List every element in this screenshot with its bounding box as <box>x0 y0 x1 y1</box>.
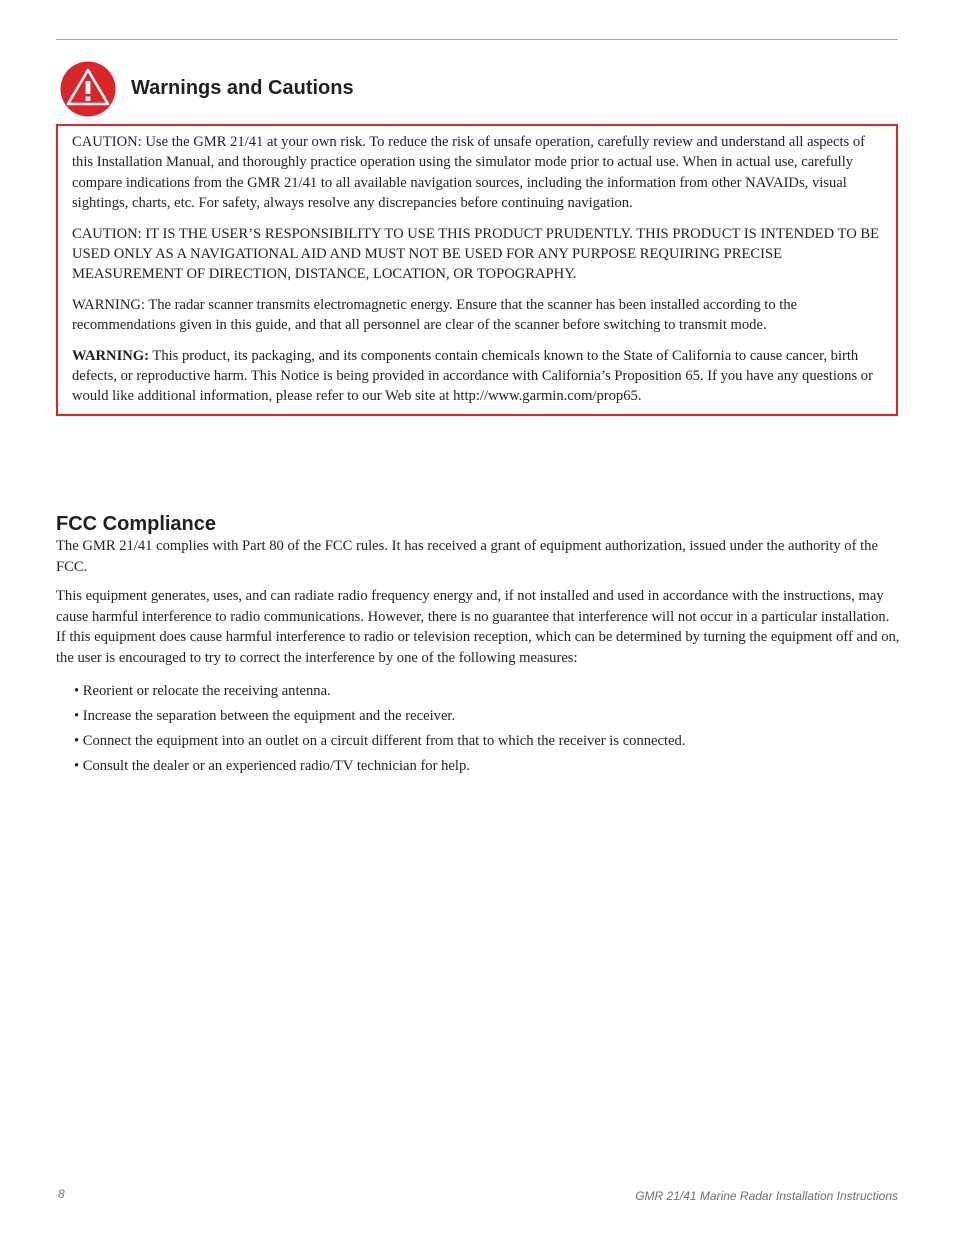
warning-icon <box>60 61 116 117</box>
list-item: • Increase the separation between the equipment and the receiver. <box>74 707 456 724</box>
fcc-paragraph-1: The GMR 21/41 complies with Part 80 of the FCC rules. It has received a grant of equipment authorization, issued under the authority of the FCC. <box>56 538 878 575</box>
fcc-measures-list <box>56 681 901 776</box>
footer-doc-title: GMR 21/41 Marine Radar Installation Instructions <box>635 1189 898 1203</box>
fcc-heading: FCC Compliance <box>56 513 217 535</box>
header-rule <box>56 39 898 40</box>
page-number: 8 <box>58 1187 65 1201</box>
caution-box <box>56 124 898 416</box>
list-item: • Consult the dealer or an experienced radio/TV technician for help. <box>74 757 470 774</box>
caution-paragraph-2: CAUTION: IT IS THE USER’S RESPONSIBILITY TO USE THIS PRODUCT PRUDENTLY. THIS PRODUCT IS INTENDED TO BE USED ONLY AS A NAVIGATIONAL AID AND MUST NOT BE USED FOR ANY PURPOSE REQUIRING PRECISE MEASUREMENT OF DIRECTION, DISTANCE, LOCATION, OR TOPOGRAPHY. <box>72 225 880 283</box>
warning-paragraph-prop65 <box>72 346 882 407</box>
warning-paragraph-radar: WARNING: The radar scanner transmits electromagnetic energy. Ensure that the scanner has been installed according to the recommendations given in this guide, and that all personnel are clear of the scanner before switching to transmit mode. <box>72 296 798 334</box>
prop65-lead: WARNING: <box>72 347 150 364</box>
warnings-heading: Warnings and Cautions <box>131 77 354 99</box>
list-item: • Connect the equipment into an outlet on a circuit different from that to which the receiver is connected. <box>74 732 686 749</box>
caution-paragraph-1: CAUTION: Use the GMR 21/41 at your own risk. To reduce the risk of unsafe operation, carefully review and understand all aspects of this Installation Manual, and thoroughly practice operation using the simulator mode prior to actual use. When in actual use, carefully compare indications from the GMR 21/41 to all available navigation sources, including the information from other NAVAIDs, visual sightings, charts, etc. For safety, always resolve any discrepancies before continuing navigation. <box>72 134 866 212</box>
fcc-paragraph-2: This equipment generates, uses, and can radiate radio frequency energy and, if not installed and used in accordance with the instructions, may cause harmful interference to radio communications. However, there is no guarantee that interference will not occur in a particular installation. If this equipment does cause harmful interference to radio or television reception, which can be determined by turning the equipment off and on, the user is encouraged to try to correct the interference by one of the following measures: <box>56 588 900 666</box>
prop65-text: This product, its packaging, and its components contain chemicals known to the State of California to cause cancer, birth defects, or reproductive harm. This Notice is being provided in accordance with California’s Proposition 65. If you have any questions or would like additional information, please refer to our Web site at http://www.garmin.com/prop65. <box>72 347 873 405</box>
list-item: • Reorient or relocate the receiving antenna. <box>74 682 331 699</box>
fcc-body <box>56 536 901 781</box>
